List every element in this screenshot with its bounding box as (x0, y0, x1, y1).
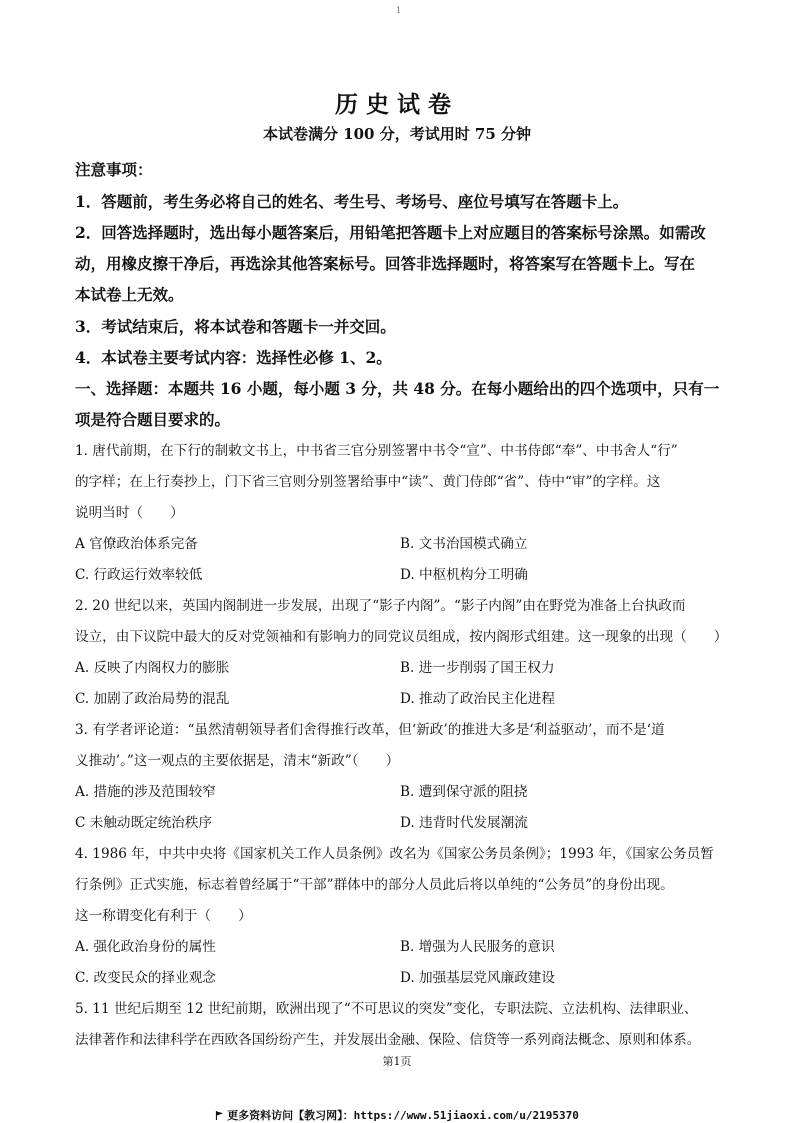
question-2-option-a: A. 反映了内阁权力的膨胀 (75, 660, 230, 676)
notice-item-2-cont: 动，用橡皮擦干净后，再选涂其他答案标号。回答非选择题时，将答案写在答题卡上。写在 (75, 254, 696, 273)
top-mark: 1 (396, 6, 402, 15)
question-4-option-c: C. 改变民众的择业观念 (75, 970, 216, 986)
question-1-option-b: B. 文书治国模式确立 (400, 536, 528, 552)
section-heading-cont: 项是符合题目要求的。 (75, 410, 231, 429)
notice-item-2-cont2: 本试卷上无效。 (75, 285, 184, 304)
page-title: 历史试卷 (335, 92, 459, 118)
section-heading: 一、选择题：本题共 16 小题，每小题 3 分，共 48 分。在每小题给出的四个选项中，只有一 (75, 379, 720, 398)
question-4-line: 这一称谓变化有利于（ ） (75, 908, 252, 924)
question-3-line: 义推动’。”这一观点的主要依据是，清末“新政”（ ） (75, 753, 400, 769)
flag-icon (215, 1111, 224, 1120)
question-2-option-b: B. 进一步削弱了国王权力 (400, 660, 555, 676)
question-1-option-d: D. 中枢机构分工明确 (400, 567, 528, 583)
notice-item-3: 3．考试结束后，将本试卷和答题卡一并交回。 (75, 317, 396, 336)
question-3-option-b: B. 遭到保守派的阻挠 (400, 784, 528, 800)
question-3-option-c: C 未触动既定统治秩序 (75, 815, 213, 831)
question-4-option-d: D. 加强基层党风廉政建设 (400, 970, 555, 986)
question-3-option-a: A. 措施的涉及范围较窄 (75, 784, 216, 800)
question-1-line: 1. 唐代前期，在下行的制敕文书上，中书省三官分别签署中书令“宣”、中书侍郎“奉”、中书舍人“行” (75, 443, 678, 459)
question-2-line: 设立，由下议院中最大的反对党领袖和有影响力的同党议员组成，按内阁形式组建。这一现象的出现（ ） (75, 629, 728, 645)
question-5-line: 5. 11 世纪后期至 12 世纪前期，欧洲出现了“不可思议的突发”变化，专职法院、立法机构、法律职业、 (75, 1001, 698, 1017)
footer-link[interactable] (0, 1107, 794, 1123)
question-5-line: 法律著作和法律科学在西欧各国纷纷产生，并发展出金融、保险、信贷等一系列商法概念、原则和体系。 (75, 1032, 701, 1048)
question-4-option-a: A. 强化政治身份的属性 (75, 939, 216, 955)
question-4-option-b: B. 增强为人民服务的意识 (400, 939, 555, 955)
question-1-line: 说明当时（ ） (75, 505, 184, 521)
page-number: 第1页 (382, 1055, 412, 1068)
notice-item-4: 4．本试卷主要考试内容：选择性必修 1、2。 (75, 348, 392, 367)
question-2-option-d: D. 推动了政治民主化进程 (400, 691, 555, 707)
notice-item-2: 2．回答选择题时，选出每小题答案后，用铅笔把答题卡上对应题目的答案标号涂黑。如需改 (75, 223, 706, 242)
notice-heading: 注意事项： (75, 160, 153, 179)
question-1-option-a: A 官僚政治体系完备 (75, 536, 198, 552)
question-1-line: 的字样；在上行奏抄上，门下省三官则分别签署给事中“读”、黄门侍郎“省”、侍中“审”的字样。这 (75, 474, 661, 490)
question-4-line: 4. 1986 年，中共中央将《国家机关工作人员条例》改名为《国家公务员条例》；1993 年，《国家公务员暂 (75, 846, 714, 862)
notice-item-1: 1．答题前，考生务必将自己的姓名、考生号、考场号、座位号填写在答题卡上。 (75, 192, 629, 211)
question-4-line: 行条例》正式实施，标志着曾经属于“干部”群体中的部分人员此后将以单纯的“公务员”的身份出现。 (75, 877, 674, 893)
footer-text: 更多资料访问【教习网】：https://www.51jiaoxi.com/u/2195370 (227, 1109, 579, 1122)
question-3-option-d: D. 违背时代发展潮流 (400, 815, 528, 831)
question-2-line: 2. 20 世纪以来，英国内阁制进一步发展，出现了“影子内阁”。“影子内阁”由在野党为准备上台执政而 (75, 598, 686, 614)
question-1-option-c: C. 行政运行效率较低 (75, 567, 203, 583)
exam-subtitle: 本试卷满分 100 分，考试用时 75 分钟 (262, 125, 532, 143)
question-2-option-c: C. 加剧了政治局势的混乱 (75, 691, 230, 707)
question-3-line: 3. 有学者评论道：“虽然清朝领导者们舍得推行改革，但‘新政’的推进大多是‘利益驱动’，而不是‘道 (75, 722, 665, 738)
